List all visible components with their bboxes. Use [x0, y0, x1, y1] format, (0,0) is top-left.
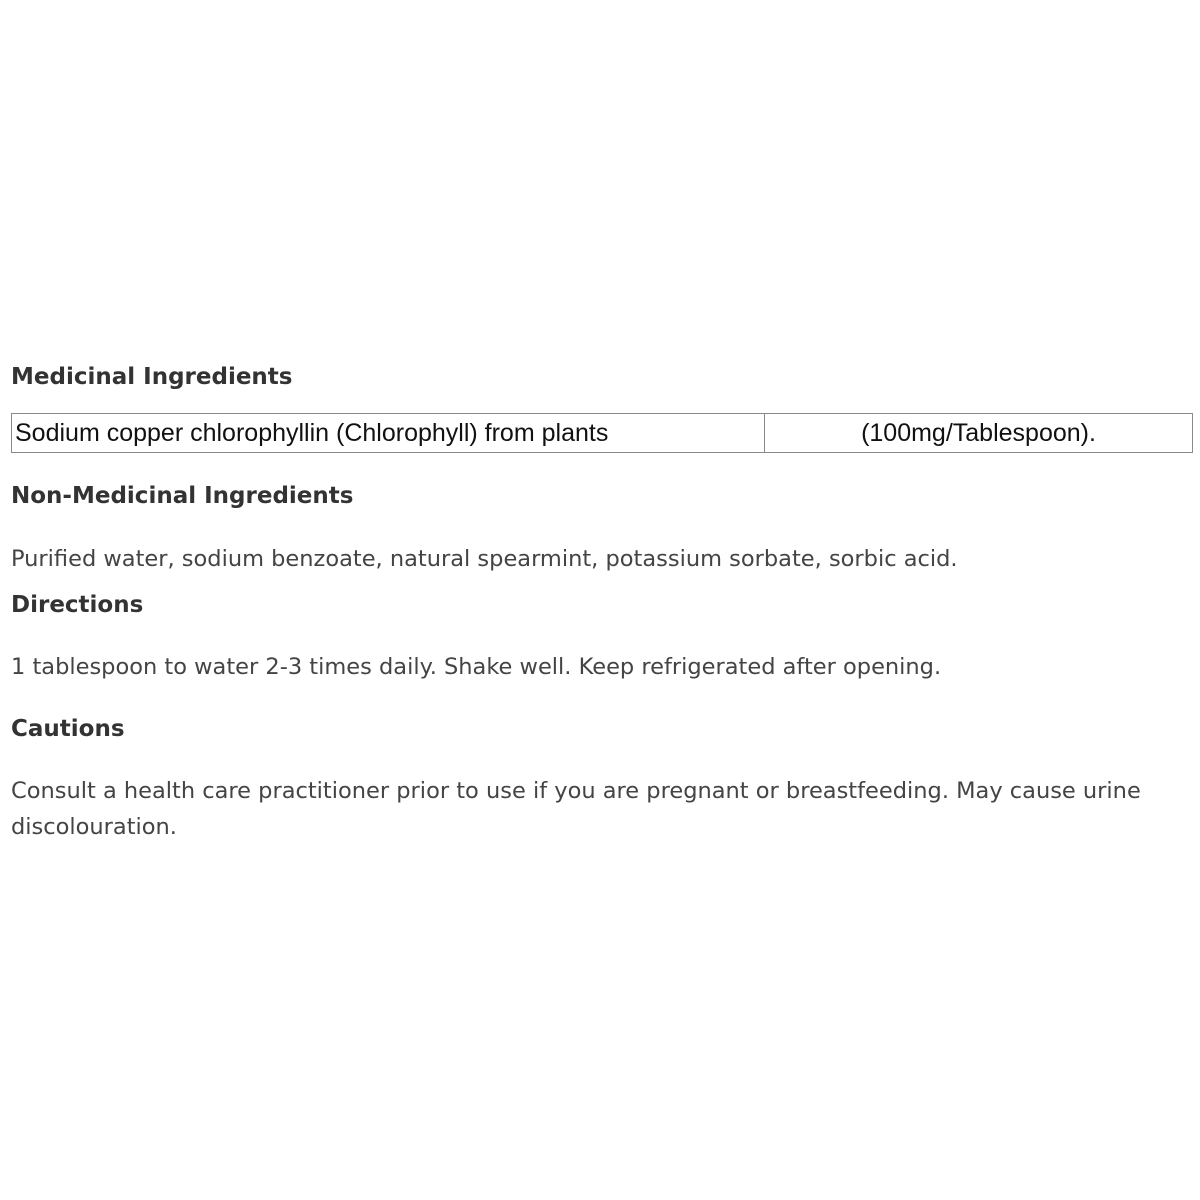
ingredient-name-cell: Sodium copper chlorophyllin (Chlorophyll) from plants — [12, 414, 765, 453]
medicinal-ingredients-table — [11, 413, 1193, 453]
cautions-heading: Cautions — [11, 716, 125, 742]
directions-text: 1 tablespoon to water 2-3 times daily. Shake well. Keep refrigerated after opening. — [11, 654, 942, 680]
medicinal-ingredients-heading: Medicinal Ingredients — [11, 364, 293, 390]
non-medicinal-ingredients-heading: Non-Medicinal Ingredients — [11, 483, 354, 509]
table-row — [12, 414, 1193, 453]
directions-heading: Directions — [11, 592, 144, 618]
ingredient-amount-cell: (100mg/Tablespoon). — [765, 414, 1193, 453]
non-medicinal-ingredients-text: Purified water, sodium benzoate, natural spearmint, potassium sorbate, sorbic acid. — [11, 546, 958, 572]
cautions-text: Consult a health care practitioner prior to use if you are pregnant or breastfeeding. May cause urine discolouration. — [11, 778, 1141, 840]
